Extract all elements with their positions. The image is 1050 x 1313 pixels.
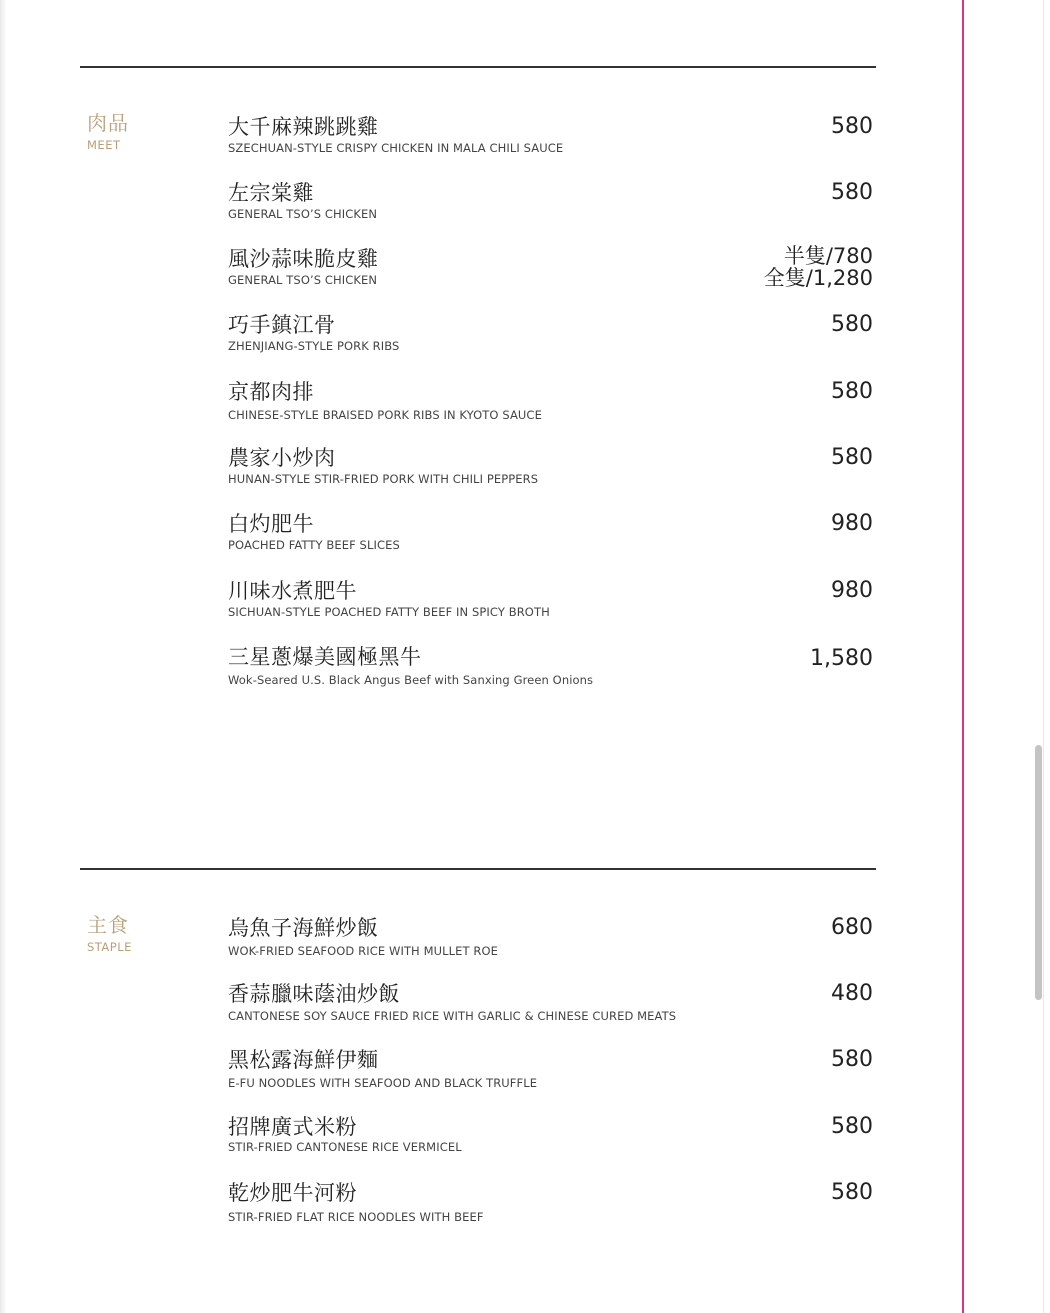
item-name-zh: 乾炒肥牛河粉 [228, 1181, 357, 1205]
item-name-zh: 香蒜臘味蔭油炒飯 [228, 982, 400, 1006]
page-left-edge [0, 0, 7, 1313]
item-price-whole: 全隻/1,280 [763, 266, 873, 290]
item-price: 580 [831, 1047, 873, 1072]
item-price: 580 [831, 1180, 873, 1205]
item-name-en: STIR-FRIED CANTONESE RICE VERMICEL [228, 1140, 462, 1154]
item-price: 680 [831, 915, 873, 940]
menu-item [228, 644, 876, 708]
item-price: 480 [831, 981, 873, 1006]
item-name-en: POACHED FATTY BEEF SLICES [228, 538, 400, 552]
item-name-zh: 巧手鎮江骨 [228, 313, 336, 337]
item-name-zh: 左宗棠雞 [228, 181, 314, 205]
item-name-en: Wok-Seared U.S. Black Angus Beef with Sanxing Green Onions [228, 673, 594, 687]
item-name-zh: 招牌廣式米粉 [228, 1115, 357, 1139]
item-name-en: SZECHUAN-STYLE CRISPY CHICKEN IN MALA CHILI SAUCE [228, 141, 564, 155]
item-price: 1,580 [810, 646, 873, 671]
item-name-en: CHINESE-STYLE BRAISED PORK RIBS IN KYOTO SAUCE [228, 408, 542, 422]
menu-item [228, 981, 876, 1045]
menu-item [228, 114, 876, 178]
item-name-zh: 白灼肥牛 [228, 512, 314, 536]
section-divider-meat [80, 66, 876, 68]
item-price-half: 半隻/780 [783, 244, 873, 268]
item-price: 580 [831, 379, 873, 404]
item-name-zh: 農家小炒肉 [228, 446, 336, 470]
menu-item [228, 915, 876, 979]
item-name-zh: 京都肉排 [228, 380, 314, 404]
item-price: 580 [831, 1114, 873, 1139]
item-name-en: SICHUAN-STYLE POACHED FATTY BEEF IN SPICY BROTH [228, 605, 550, 619]
item-name-en: WOK-FRIED SEAFOOD RICE WITH MULLET ROE [228, 944, 498, 958]
item-name-zh: 川味水煮肥牛 [228, 579, 357, 603]
menu-item [228, 578, 876, 642]
menu-item [228, 1047, 876, 1111]
menu-item [228, 1114, 876, 1178]
item-name-zh: 黑松露海鮮伊麵 [228, 1048, 379, 1072]
item-name-zh: 烏魚子海鮮炒飯 [228, 916, 379, 940]
section-title [87, 111, 207, 152]
section-title-en: STAPLE [87, 940, 132, 954]
item-name-en: E-FU NOODLES WITH SEAFOOD AND BLACK TRUFFLE [228, 1076, 538, 1090]
item-price: 580 [831, 180, 873, 205]
scrollbar-thumb[interactable] [1035, 745, 1042, 1000]
menu-item [228, 511, 876, 575]
viewer-edge-line [1043, 0, 1044, 1313]
item-price: 580 [831, 114, 873, 139]
menu-item [228, 246, 876, 310]
section-divider-staple [80, 868, 876, 870]
menu-item [228, 180, 876, 244]
menu-item [228, 379, 876, 443]
scrollbar[interactable] [1033, 0, 1043, 1313]
section-title-zh: 主食 [87, 913, 129, 937]
page-edge-accent-line [962, 0, 964, 1313]
item-name-zh: 大千麻辣跳跳雞 [228, 115, 379, 139]
section-title-en: MEET [87, 138, 121, 152]
item-name-en: GENERAL TSO’S CHICKEN [228, 207, 378, 221]
item-price: 580 [831, 312, 873, 337]
section-title-zh: 肉品 [87, 111, 129, 135]
item-price-multi [764, 245, 873, 289]
item-name-en: HUNAN-STYLE STIR-FRIED PORK WITH CHILI PEPPERS [228, 472, 539, 486]
section-title [87, 913, 207, 954]
item-price: 980 [831, 578, 873, 603]
item-name-en: STIR-FRIED FLAT RICE NOODLES WITH BEEF [228, 1210, 484, 1224]
menu-item [228, 1180, 876, 1244]
menu-item [228, 445, 876, 509]
item-price: 980 [831, 511, 873, 536]
item-name-en: ZHENJIANG-STYLE PORK RIBS [228, 339, 400, 353]
item-name-en: GENERAL TSO’S CHICKEN [228, 273, 378, 287]
item-price: 580 [831, 445, 873, 470]
item-name-zh: 三星蔥爆美國極黑牛 [228, 645, 422, 669]
item-name-zh: 風沙蒜味脆皮雞 [228, 247, 379, 271]
menu-item [228, 312, 876, 376]
item-name-en: CANTONESE SOY SAUCE FRIED RICE WITH GARLIC & CHINESE CURED MEATS [228, 1009, 677, 1023]
